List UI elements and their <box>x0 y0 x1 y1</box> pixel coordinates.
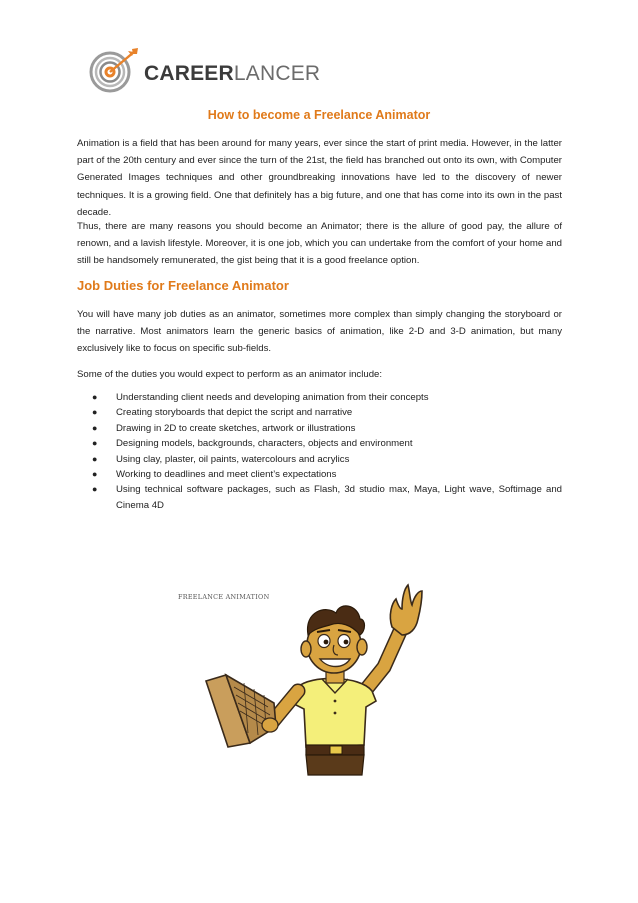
intro-paragraph-2: Thus, there are many reasons you should become an Animator; there is the allure of good pay, the allure of renown, and a lavish lifestyle. Moreover, it is one job, which you can undertake from the comfort of your home and still be handsomely remunerated, the gist being that it is a good freelance option. <box>77 221 562 267</box>
duty-text: Working to deadlines and meet client’s expectations <box>116 469 337 481</box>
duty-text: Drawing in 2D to create sketches, artwork or illustrations <box>116 422 356 434</box>
list-item <box>77 467 562 482</box>
section-paragraph-1: You will have many job duties as an animator, sometimes more complex than simply changing the storyboard or the narrative. Most animators learn the generic basics of animation, like 2-D and 3-D animation, but many exclusively like to focus on specific sub-fields. <box>77 309 562 355</box>
illustration-caption: FREELANCE ANIMATION <box>178 593 270 601</box>
list-item <box>77 405 562 420</box>
list-item <box>77 452 562 467</box>
logo-wordmark <box>144 62 320 86</box>
duty-list <box>77 390 562 513</box>
bullet-icon: ● <box>92 484 98 495</box>
bullet-icon: ● <box>92 438 98 449</box>
cartoon-animator-icon <box>170 575 470 780</box>
duty-text: Understanding client needs and developing animation from their concepts <box>116 392 429 403</box>
logo-text-career: CAREER <box>144 62 234 85</box>
target-arrow-icon <box>88 46 144 94</box>
section-heading: Job Duties for Freelance Animator <box>77 278 289 293</box>
bullet-icon: ● <box>92 392 98 402</box>
bullet-icon: ● <box>92 422 98 433</box>
section-paragraph-2: Some of the duties you would expect to perform as an animator include: <box>77 369 383 380</box>
duty-text: Using technical software packages, such as Flash, 3d studio max, Maya, Light wave, Softimage and Cinema 4D <box>116 484 562 511</box>
bullet-icon: ● <box>92 469 98 480</box>
list-item <box>77 482 562 513</box>
list-item <box>77 421 562 436</box>
careerlancer-logo <box>88 46 321 94</box>
bullet-icon: ● <box>92 407 98 418</box>
freelance-animator-illustration <box>170 575 470 780</box>
document-title: How to become a Freelance Animator <box>207 108 431 122</box>
intro-paragraph-1: Animation is a field that has been around for many years, ever since the start of print media. However, in the latter part of the 20th century and ever since the turn of the 21st, the field has branched out onto its own, with Computer Generated Images techniques and other groundbreaking innovations have led to the discovery of newer techniques. It is a growing field. One that definitely has a big future, and one that has come into its own in the past decade. <box>77 138 562 218</box>
duty-text: Creating storyboards that depict the script and narrative <box>116 407 353 419</box>
list-item <box>77 390 562 405</box>
logo-text-lancer: LANCER <box>233 62 321 85</box>
list-item <box>77 436 562 451</box>
duty-text: Designing models, backgrounds, characters, objects and environment <box>116 438 413 450</box>
duty-text: Using clay, plaster, oil paints, watercolours and acrylics <box>116 453 350 465</box>
bullet-icon: ● <box>92 453 98 464</box>
